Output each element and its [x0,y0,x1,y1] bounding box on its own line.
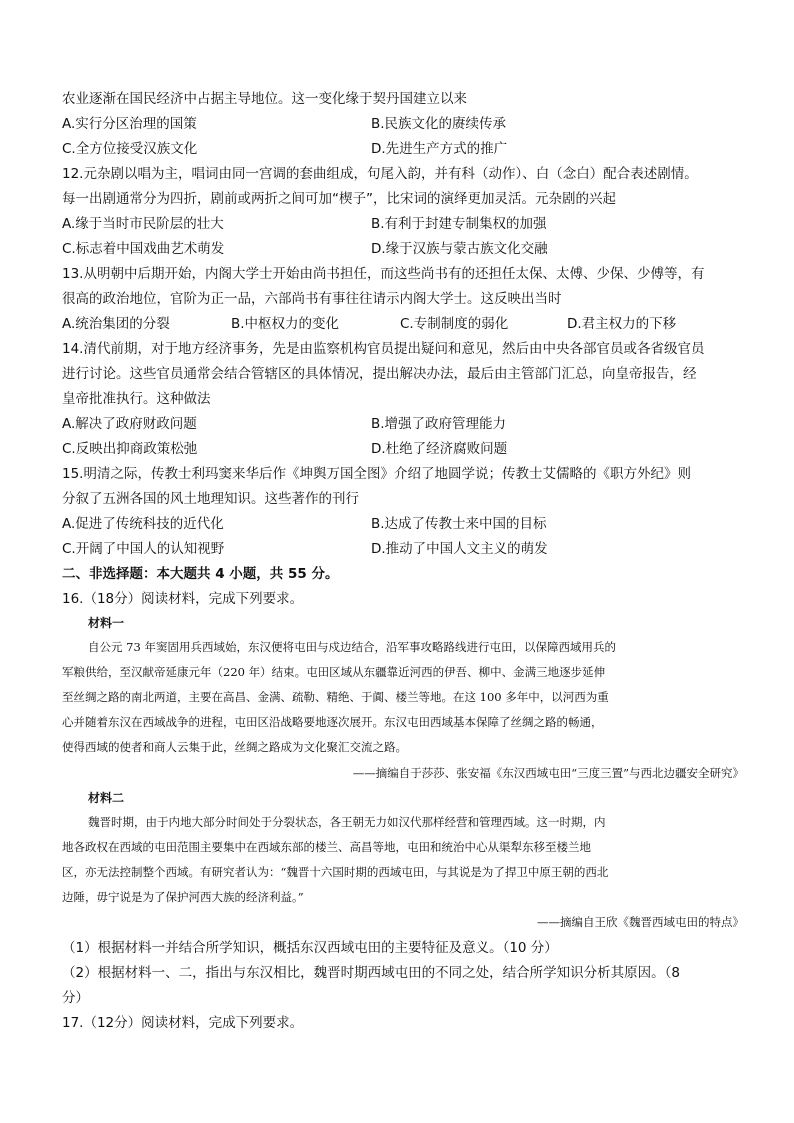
q12-option-a: A.缘于当时市民阶层的壮大 [62,216,224,232]
q12-stem-line1: 12.元杂剧以唱为主，唱词由同一宫调的套曲组成，句尾入韵，并有科（动作）、白（念白）配合表述剧情。 [62,166,698,182]
material-one-label: 材料一 [88,616,125,630]
q16-stem: 16.（18分）阅读材料，完成下列要求。 [62,591,304,607]
material-two-line4: 边陲，毋宁说是为了保护河西大族的经济利益。” [62,890,304,904]
q11-option-a: A.实行分区治理的国策 [62,116,197,132]
q12-options-row2 [62,238,742,260]
q12-options-row1 [62,213,742,235]
q16-requirement-2-line2: 分） [62,990,89,1006]
q14-stem-line1: 14.清代前期，对于地方经济事务，先是由监察机构官员提出疑问和意见，然后由中央各部官员或各省级官员 [62,341,705,357]
q14-option-a: A.解决了政府财政问题 [62,416,197,432]
q11-options-row1 [62,113,742,135]
q12-option-c: C.标志着中国戏曲艺术萌发 [62,241,225,257]
q13-options-row [62,313,742,335]
q13-option-a: A.统治集团的分裂 [62,316,170,332]
q16-requirement-2-line1: （2）根据材料一、二，指出与东汉相比，魏晋时期西域屯田的不同之处，结合所学知识分析其原因。（8 [62,965,680,981]
q14-stem-line2: 进行讨论。这些官员通常会结合管辖区的具体情况，提出解决办法，最后由主管部门汇总，向皇帝报告，经 [62,366,697,382]
q13-option-b: B.中枢权力的变化 [231,316,340,332]
material-one-line3: 至丝绸之路的南北两道，主要在高昌、金满、疏勒、精绝、于阗、楼兰等地。在这 100 多年中，以河西为重 [62,690,609,704]
material-two-line3: 区，亦无法控制整个西域。有研究者认为：“魏晋十六国时期的西域屯田，与其说是为了捍卫中原王朝的西北 [62,865,609,879]
q14-stem-line3: 皇帝批准执行。这种做法 [62,391,211,407]
q13-stem-line1: 13.从明朝中后期开始，内阁大学士开始由尚书担任，而这些尚书有的还担任太保、太傅、少保、少傅等，有 [62,266,705,282]
q13-stem-line2: 很高的政治地位，官阶为正一品，六部尚书有事往往请示内阁大学士。这反映出当时 [62,291,562,307]
q15-option-a: A.促进了传统科技的近代化 [62,516,224,532]
material-one-line5: 使得西域的使者和商人云集于此，丝绸之路成为文化聚汇交流之路。 [62,740,407,754]
material-one-line4: 心并随着东汉在西域战争的进程，屯田区沿战略要地逐次展开。东汉屯田西域基本保障了丝绸之路的畅通， [62,715,603,729]
q13-option-d: D.君主权力的下移 [567,316,677,332]
q15-option-b: B.达成了传教士来中国的目标 [371,516,547,532]
q16-requirement-1: （1）根据材料一并结合所学知识，概括东汉西域屯田的主要特征及意义。（10 分） [62,940,558,956]
q15-option-c: C.开阔了中国人的认知视野 [62,541,225,557]
q15-stem-line2: 分叙了五洲各国的风土地理知识。这些著作的刊行 [62,491,359,507]
q12-option-d: D.缘于汉族与蒙古族文化交融 [371,241,548,257]
q12-option-b: B.有利于封建专制集权的加强 [371,216,547,232]
q14-option-d: D.杜绝了经济腐败问题 [371,441,508,457]
q14-options-row2 [62,438,742,460]
q11-options-row2 [62,138,742,160]
q11-option-b: B.民族文化的赓续传承 [371,116,507,132]
q14-option-b: B.增强了政府管理能力 [371,416,507,432]
material-two-line2: 地各政权在西域的屯田范围主要集中在西域东部的楼兰、高昌等地，屯田和统治中心从渠犁东移至楼兰地 [62,840,591,854]
q15-stem-line1: 15.明清之际，传教士利玛窦来华后作《坤舆万国全图》介绍了地圆学说；传教士艾儒略的《职方外纪》则 [62,466,691,482]
q11-stem-tail: 农业逐渐在国民经济中占据主导地位。这一变化缘于契丹国建立以来 [62,91,467,107]
q14-options-row1 [62,413,742,435]
q15-options-row1 [62,513,742,535]
material-two-label: 材料二 [88,791,125,805]
material-two-line1: 魏晋时期，由于内地大部分时间处于分裂状态，各王朝无力如汉代那样经营和管理西域。这一时期，内 [88,815,606,829]
material-one-line2: 军粮供给，至汉献帝延康元年（220 年）结束。屯田区域从东疆靠近河西的伊吾、柳中、金满三地逐步延伸 [62,665,606,679]
q15-options-row2 [62,538,742,560]
material-two-source: ——摘编自王欣《魏晋西域屯田的特点》 [537,915,744,929]
q14-option-c: C.反映出抑商政策松弛 [62,441,198,457]
section-heading: 二、非选择题：本大题共 4 小题，共 55 分。 [62,566,339,582]
material-one-line1: 自公元 73 年窦固用兵西域始，东汉便将屯田与戍边结合，沿军事攻略路线进行屯田，以保障西域用兵的 [88,640,616,654]
q15-option-d: D.推动了中国人文主义的萌发 [371,541,548,557]
material-one-source: ——摘编自于莎莎、张安福《东汉西域屯田“三度三置”与西北边疆安全研究》 [352,766,744,780]
q13-option-c: C.专制制度的弱化 [400,316,509,332]
q11-option-d: D.先进生产方式的推广 [371,141,508,157]
q12-stem-line2: 每一出剧通常分为四折，剧前或两折之间可加“楔子”，比宋词的演绎更加灵活。元杂剧的兴起 [62,191,616,207]
q11-option-c: C.全方位接受汉族文化 [62,141,198,157]
q17-stem: 17.（12分）阅读材料，完成下列要求。 [62,1015,304,1031]
